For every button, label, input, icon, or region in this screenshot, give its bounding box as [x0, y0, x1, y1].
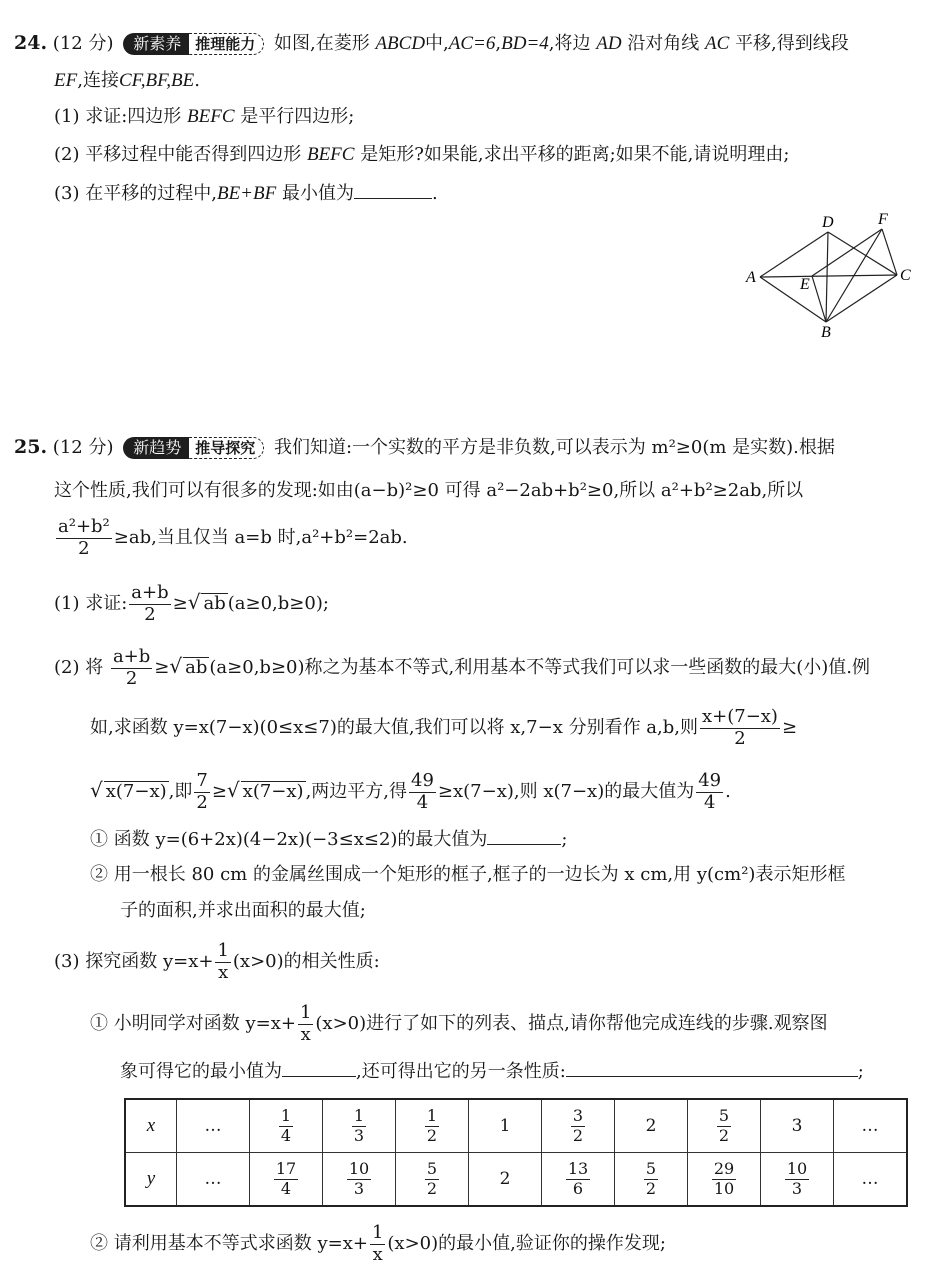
q25-p3-frac	[215, 941, 230, 983]
table-cell: $\frac{1}{4}$	[250, 1099, 323, 1153]
table-header-x: x	[125, 1099, 177, 1153]
q25-p2-line3-frac2	[409, 771, 436, 813]
q25-part2-ii	[90, 862, 845, 888]
q24-score: (12 分)	[52, 33, 114, 54]
table-cell: 1	[469, 1099, 542, 1153]
q25-p3-ii-num: 1	[371, 1221, 384, 1243]
q25-p1-label: (1) 求证:	[54, 593, 128, 614]
q25-p3-i-b: (x>0)进行了如下的列表、描点,请你帮他完成连线的步骤.观察图	[315, 1013, 828, 1034]
table-cell: $\frac{17}{4}$	[250, 1153, 323, 1207]
q25-p2-line2-den: 2	[734, 727, 746, 749]
q25-p3-den: x	[218, 961, 229, 983]
q24-part2	[54, 142, 789, 168]
q25-part3-i-line2	[120, 1058, 864, 1085]
q25-p2-i-label: ①	[90, 829, 108, 850]
q24-stem-f: ,连接	[77, 70, 119, 91]
q24-stem-b: 中,	[425, 33, 449, 54]
label-A: A	[746, 269, 756, 286]
segment-CF	[882, 229, 897, 275]
q25-p3-min-blank[interactable]	[282, 1058, 356, 1077]
table-header-y: y	[125, 1153, 177, 1207]
q25-p2-ii-label: ②	[90, 864, 108, 885]
segment-AD	[760, 232, 828, 277]
q24-tag-light: 推理能力	[189, 33, 264, 55]
table-cell-dots: …	[834, 1099, 908, 1153]
q25-stem3-num: a²+b²	[58, 515, 110, 537]
table-row-x	[125, 1099, 907, 1153]
q25-p3-ii-den: x	[372, 1243, 383, 1265]
q25-number: 25.	[14, 436, 48, 458]
q24-tag-dark: 新素养	[123, 33, 189, 55]
q25-p2-line3-frac3	[696, 771, 723, 813]
q25-p1-sqrt: ab	[203, 593, 226, 614]
q24-line1: 24. (12 分) 新素养 推理能力 如图,在菱形 ABCD中,AC=6,BD=4,将边 AD 沿对角线 AC 平移,得到线段	[14, 32, 849, 54]
q24-p3-answer-blank[interactable]	[354, 180, 432, 199]
q24-stem-d: 沿对角线	[627, 33, 700, 54]
q25-p2-i-text: 函数 y=(6+2x)(4−2x)(−3≤x≤2)的最大值为	[113, 829, 488, 850]
q25-p2-line3-ge: ≥	[211, 781, 227, 802]
q24-ac: AC	[705, 33, 730, 54]
table-cell: $\frac{13}{6}$	[542, 1153, 615, 1207]
table-cell-dots: …	[177, 1099, 250, 1153]
q25-p2-label: (2) 将	[54, 657, 104, 678]
q25-p3-i-a: 小明同学对函数 y=x+	[113, 1013, 296, 1034]
sqrt-sign: √	[169, 654, 183, 678]
label-E: E	[800, 276, 810, 293]
q24-p2-text: 平移过程中能否得到四边形	[85, 144, 302, 165]
q25-p2-frac	[111, 647, 152, 689]
q25-p2-line3-sqrt2: x(7−x)	[242, 781, 304, 802]
q24-p3-tail: 最小值为	[281, 183, 354, 204]
q25-p2-line3-num3: 49	[698, 769, 722, 791]
q24-part1	[54, 104, 354, 130]
q24-part3: (3) 在平移的过程中,BE+BF 最小值为 .	[54, 180, 438, 207]
table-cell-dots: …	[177, 1153, 250, 1207]
q25-tag	[123, 437, 264, 459]
q25-p1-ge: ≥	[172, 593, 188, 614]
label-C: C	[900, 267, 911, 284]
q25-part3-ii	[90, 1220, 666, 1268]
label-B: B	[821, 324, 831, 341]
q24-p3-text: 在平移的过程中,	[85, 183, 217, 204]
q24-cf-bf-be: CF,BF,BE	[118, 70, 195, 91]
q25-p2-den: 2	[125, 667, 138, 689]
q24-figure	[740, 205, 920, 345]
q25-part2-line2	[90, 704, 797, 752]
table-cell-dots: …	[834, 1153, 908, 1207]
q25-stem3-frac	[56, 517, 112, 559]
q25-p2-tail: (a≥0,b≥0)称之为基本不等式,利用基本不等式我们可以求一些函数的最大(小)值.例	[209, 657, 870, 678]
q24-p3-label: (3)	[54, 183, 80, 204]
q25-p2-line3-sqrt: x(7−x)	[105, 781, 167, 802]
q25-stem1: 我们知道:一个实数的平方是非负数,可以表示为	[273, 437, 646, 458]
q25-p2-line3-frac1	[194, 771, 209, 813]
q24-stem-a: 如图,在菱形	[273, 33, 370, 54]
q25-tag-dark: 新趋势	[123, 437, 189, 459]
table-cell: $\frac{29}{10}$	[688, 1153, 761, 1207]
q25-p3-i-frac	[298, 1003, 313, 1045]
segment-BE	[812, 276, 826, 322]
segment-BA	[760, 277, 826, 322]
q24-line2: EF,连接CF,BF,BE.	[54, 70, 200, 91]
table-row-y	[125, 1153, 907, 1207]
q25-p3-ii-frac	[370, 1223, 385, 1265]
table-cell: $\frac{1}{3}$	[323, 1099, 396, 1153]
q25-p2-ge: ≥	[154, 657, 170, 678]
q25-p3-label: (3) 探究函数 y=x+	[54, 951, 214, 972]
table-cell: $\frac{5}{2}$	[396, 1153, 469, 1207]
q25-stem3-tail: ≥ab,当且仅当 a=b 时,a²+b²=2ab.	[113, 527, 408, 548]
q25-p2-line3-b: ,两边平方,得	[305, 781, 408, 802]
table-cell: $\frac{10}{3}$	[323, 1153, 396, 1207]
q25-p3-i-num: 1	[299, 1001, 312, 1023]
table-cell: 3	[761, 1099, 834, 1153]
q24-number: 24.	[14, 32, 48, 54]
q25-p3-ii-b: (x>0)的最小值,验证你的操作发现;	[387, 1233, 666, 1254]
q25-p2-line3-num1: 7	[196, 769, 208, 791]
segment-AC	[760, 275, 897, 277]
label-D: D	[822, 214, 834, 231]
q24-p1-befc: BEFC	[187, 106, 235, 127]
q24-p2-tail: 是矩形?如果能,求出平移的距离;如果不能,请说明理由;	[360, 144, 790, 165]
q25-line1	[14, 434, 835, 461]
table-cell: $\frac{1}{2}$	[396, 1099, 469, 1153]
q25-p3-ii-a: 请利用基本不等式求函数 y=x+	[113, 1233, 368, 1254]
q25-p2-line2-frac	[700, 707, 780, 749]
q25-p3-num: 1	[217, 939, 229, 961]
q25-p2-line3-num2: 49	[411, 769, 434, 791]
q25-p2-i-answer-blank[interactable]	[487, 826, 561, 845]
q25-line2	[54, 478, 803, 504]
q24-p1-label: (1)	[54, 106, 80, 127]
q24-tag	[123, 33, 264, 55]
q25-p2-line3-den3: 4	[703, 791, 716, 813]
q25-p2-line3-den2: 4	[416, 791, 429, 813]
q25-p1-cond: (a≥0,b≥0);	[227, 593, 329, 614]
q25-part1	[54, 578, 329, 628]
q25-part2-line3	[90, 766, 731, 816]
q25-p3-property-blank[interactable]	[566, 1058, 858, 1077]
table-cell: $\frac{5}{2}$	[615, 1153, 688, 1207]
q25-p2-ii-text2: 子的面积,并求出面积的最大值;	[120, 900, 366, 921]
segment-CB	[826, 275, 897, 322]
q24-stem-c: ,将边	[548, 33, 591, 54]
q25-p2-line3-c: ≥x(7−x),则 x(7−x)的最大值为	[437, 781, 695, 802]
q25-p3-i-line2b: ,还可得出它的另一条性质:	[356, 1061, 566, 1082]
q24-ac6: AC=6	[448, 33, 496, 54]
q25-p3-i-label: ①	[90, 1013, 108, 1034]
q25-p2-sqrt: ab	[185, 657, 208, 678]
q25-p2-line2-ge: ≥	[781, 717, 798, 738]
q25-p3-i-line2c: ;	[857, 1061, 864, 1082]
sqrt-sign: √	[187, 590, 201, 614]
q25-part2-line1	[54, 642, 870, 692]
q24-bd4: BD=4	[501, 33, 549, 54]
q25-p2-num: a+b	[112, 645, 151, 667]
q24-p1-text: 求证:四边形	[85, 106, 182, 127]
table-cell: $\frac{5}{2}$	[688, 1099, 761, 1153]
q25-p3-i-den: x	[300, 1023, 311, 1045]
q24-p2-label: (2)	[54, 144, 80, 165]
q25-p2-ii-text: 用一根长 80 cm 的金属丝围成一个矩形的框子,框子的一边长为 x cm,用 y(cm²)表示矩形框	[113, 864, 846, 885]
q25-p2-line3-a: ,即	[168, 781, 193, 802]
q24-p3-expr: BE+BF	[216, 183, 277, 204]
q25-p2-i-end: ;	[561, 829, 568, 850]
xy-value-table	[124, 1098, 908, 1207]
sqrt-sign: √	[90, 778, 103, 802]
q25-part3-i	[90, 1000, 828, 1048]
q25-line3	[54, 514, 408, 562]
q25-p2-line2-num: x+(7−x)	[701, 705, 778, 727]
q24-p1-tail: 是平行四边形;	[240, 106, 355, 127]
q25-p1-frac	[129, 583, 170, 625]
sqrt-sign: √	[226, 778, 240, 802]
table-cell: $\frac{10}{3}$	[761, 1153, 834, 1207]
q25-p3-tail: (x>0)的相关性质:	[232, 951, 380, 972]
segment-DB	[826, 232, 828, 322]
q24-abcd: ABCD	[375, 33, 426, 54]
q25-p3-i-line2a: 象可得它的最小值为	[120, 1061, 282, 1082]
q25-p1-num: a+b	[131, 581, 169, 603]
q25-p2-line2: 如,求函数 y=x(7−x)(0≤x≤7)的最大值,我们可以将 x,7−x 分别看作 a,b,则	[90, 717, 698, 738]
table-cell: 2	[615, 1099, 688, 1153]
table-cell: 2	[469, 1153, 542, 1207]
q24-ef: EF	[54, 70, 78, 91]
segment-DC	[828, 232, 897, 275]
label-F: F	[878, 211, 888, 228]
q25-stem1-m: m²≥0(m 是实数).根据	[651, 437, 835, 458]
q25-part3	[54, 938, 380, 986]
q25-tag-light: 推导探究	[189, 437, 264, 459]
q25-p2-line3-den1: 2	[196, 791, 208, 813]
q25-p1-den: 2	[144, 603, 156, 625]
q24-ad: AD	[596, 33, 622, 54]
q24-p2-befc: BEFC	[306, 144, 355, 165]
q25-stem3-den: 2	[78, 537, 90, 559]
q25-part2-ii-line2	[120, 898, 366, 924]
q25-stem2: 这个性质,我们可以有很多的发现:如由(a−b)²≥0 可得 a²−2ab+b²≥0,所以 a²+b²≥2ab,所以	[54, 480, 804, 501]
q25-part2-i	[90, 826, 568, 853]
q25-p2-line3-end: .	[725, 781, 731, 802]
q25-score: (12 分)	[52, 437, 114, 458]
q24-stem-e: 平移,得到线段	[735, 33, 849, 54]
table-cell: $\frac{3}{2}$	[542, 1099, 615, 1153]
q25-p3-ii-label: ②	[90, 1233, 108, 1254]
